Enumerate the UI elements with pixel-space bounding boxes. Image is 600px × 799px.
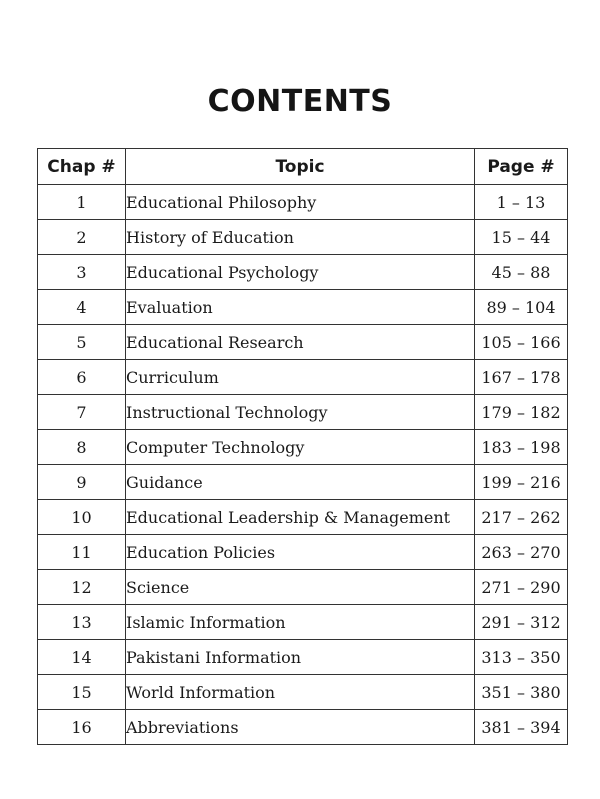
table-row: [38, 570, 568, 605]
chapter-topic: Instructional Technology: [126, 395, 475, 430]
table-row: [38, 465, 568, 500]
chapter-number: 3: [38, 255, 126, 290]
table-row: [38, 675, 568, 710]
table-row: [38, 220, 568, 255]
chapter-topic: Curriculum: [126, 360, 475, 395]
chapter-topic: Education Policies: [126, 535, 475, 570]
page-range: 45 – 88: [475, 255, 568, 290]
chapter-topic: Evaluation: [126, 290, 475, 325]
page-range: 291 – 312: [475, 605, 568, 640]
chapter-number: 8: [38, 430, 126, 465]
chapter-topic: Computer Technology: [126, 430, 475, 465]
table-row: [38, 430, 568, 465]
chapter-number: 6: [38, 360, 126, 395]
chapter-number: 10: [38, 500, 126, 535]
table-row: [38, 395, 568, 430]
table-row: [38, 185, 568, 220]
chapter-number: 2: [38, 220, 126, 255]
page-range: 105 – 166: [475, 325, 568, 360]
page-range: 167 – 178: [475, 360, 568, 395]
chapter-number: 13: [38, 605, 126, 640]
table-row: [38, 535, 568, 570]
chapter-topic: Educational Leadership & Management: [126, 500, 475, 535]
page-range: 271 – 290: [475, 570, 568, 605]
table-row: [38, 290, 568, 325]
chapter-topic: History of Education: [126, 220, 475, 255]
contents-table: [37, 148, 568, 745]
chapter-topic: Educational Philosophy: [126, 185, 475, 220]
page-range: 89 – 104: [475, 290, 568, 325]
column-header-chap: Chap #: [38, 149, 126, 185]
page-range: 179 – 182: [475, 395, 568, 430]
chapter-topic: Islamic Information: [126, 605, 475, 640]
chapter-topic: Abbreviations: [126, 710, 475, 745]
column-header-page: Page #: [475, 149, 568, 185]
page-range: 313 – 350: [475, 640, 568, 675]
chapter-topic: Educational Psychology: [126, 255, 475, 290]
page-range: 1 – 13: [475, 185, 568, 220]
table-row: [38, 325, 568, 360]
column-header-topic: Topic: [126, 149, 475, 185]
chapter-topic: Pakistani Information: [126, 640, 475, 675]
page-range: 15 – 44: [475, 220, 568, 255]
header-row: [38, 149, 568, 185]
chapter-number: 15: [38, 675, 126, 710]
chapter-number: 5: [38, 325, 126, 360]
chapter-number: 12: [38, 570, 126, 605]
page-title: CONTENTS: [207, 84, 393, 119]
page-range: 199 – 216: [475, 465, 568, 500]
table-row: [38, 255, 568, 290]
table-row: [38, 605, 568, 640]
chapter-number: 16: [38, 710, 126, 745]
chapter-topic: Science: [126, 570, 475, 605]
chapter-number: 14: [38, 640, 126, 675]
page-range: 381 – 394: [475, 710, 568, 745]
chapter-topic: Educational Research: [126, 325, 475, 360]
table-row: [38, 500, 568, 535]
page-range: 263 – 270: [475, 535, 568, 570]
table-row: [38, 360, 568, 395]
chapter-number: 4: [38, 290, 126, 325]
page-range: 183 – 198: [475, 430, 568, 465]
page-range: 351 – 380: [475, 675, 568, 710]
chapter-number: 7: [38, 395, 126, 430]
table-row: [38, 710, 568, 745]
chapter-number: 1: [38, 185, 126, 220]
chapter-number: 9: [38, 465, 126, 500]
chapter-number: 11: [38, 535, 126, 570]
page-range: 217 – 262: [475, 500, 568, 535]
chapter-topic: Guidance: [126, 465, 475, 500]
chapter-topic: World Information: [126, 675, 475, 710]
table-row: [38, 640, 568, 675]
